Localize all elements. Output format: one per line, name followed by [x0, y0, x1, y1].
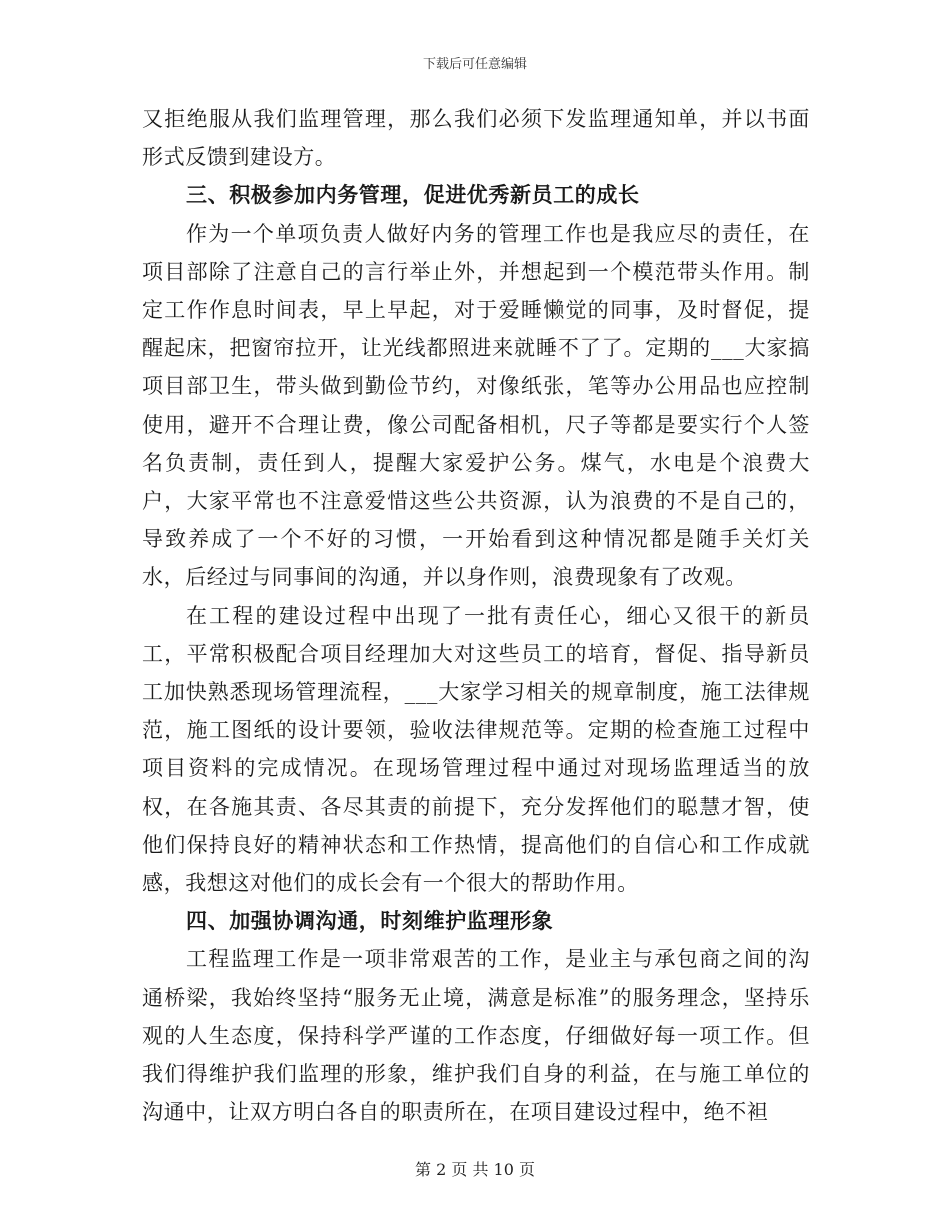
page-number-footer: 第 2 页 共 10 页: [415, 1160, 535, 1179]
paragraph-internal-affairs: 作为一个单项负责人做好内务的管理工作也是我应尽的责任，在项目部除了注意自己的言行举止外，并想起到一个模范带头作用。制定工作作息时间表，早上早起，对于爱睡懒觉的同事，及时督促，提醒起床，把窗帘拉开，让光线都照进来就睡不了了。定期的___大家搞项目部卫生，带头做到勤俭节约，对像纸张，笔等办公用品也应控制使用，避开不合理让费，像公司配备相机，尺子等都是要实行个人签名负责制，责任到人，提醒大家爱护公务。煤气，水电是个浪费大户，大家平常也不注意爱惜这些公共资源，认为浪费的不是自己的，导致养成了一个不好的习惯，一开始看到这种情况都是随手关灯关水，后经过与同事间的沟通，并以身作则，浪费现象有了改观。: [142, 221, 810, 590]
section-heading-3: 三、积极参加内务管理，促进优秀新员工的成长: [186, 182, 640, 208]
paragraph-continuation: 又拒绝服从我们监理管理，那么我们必须下发监理通知单，并以书面形式反馈到建设方。: [142, 107, 810, 170]
paragraph-new-staff-growth: 在工程的建设过程中出现了一批有责任心，细心又很干的新员工，平常积极配合项目经理加大对这些员工的培育，督促、指导新员工加快熟悉现场管理流程，___大家学习相关的规章制度，施工法律规范，施工图纸的设计要领，验收法律规范等。定期的检查施工过程中项目资料的完成情况。在现场管理过程中通过对现场监理适当的放权，在各施其责、各尽其责的前提下，充分发挥他们的聪慧才智，使他们保持良好的精神状态和工作热情，提高他们的自信心和工作成就感，我想这对他们的成长会有一个很大的帮助作用。: [142, 603, 810, 896]
section-heading-4: 四、加强协调沟通，时刻维护监理形象: [186, 908, 554, 934]
page-header-note: 下载后可任意编辑: [422, 57, 527, 72]
document-body: [142, 100, 810, 1131]
paragraph-coordination: 工程监理工作是一项非常艰苦的工作，是业主与承包商之间的沟通桥梁，我始终坚持“服务无止境，满意是标准”的服务理念，坚持乐观的人生态度，保持科学严谨的工作态度，仔细做好每一项工作。但我们得维护我们监理的形象，维护我们自身的利益，在与施工单位的沟通中，让双方明白各自的职责所在，在项目建设过程中，绝不袒: [142, 947, 810, 1125]
